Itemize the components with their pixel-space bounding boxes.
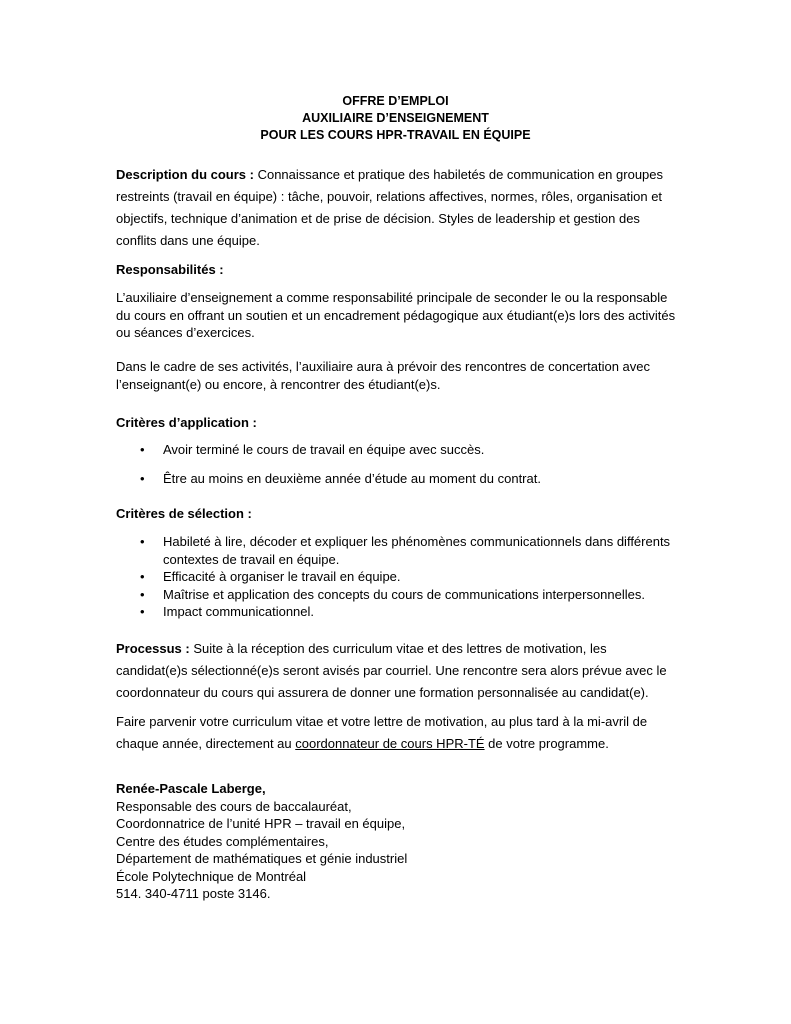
list-item <box>116 441 676 458</box>
signature-name: Renée-Pascale Laberge, <box>116 781 266 796</box>
list-item-text: Habileté à lire, décoder et expliquer les phénomènes communicationnels dans différents contextes de travail en équipe. <box>163 534 671 567</box>
title-position: AUXILIAIRE D’ENSEIGNEMENT <box>302 111 489 125</box>
submission-text-before: Faire parvenir votre curriculum vitae et votre lettre de motivation, au plus tard à la mi-avril de chaque année, directement au <box>116 714 648 751</box>
submission-paragraph <box>116 711 676 755</box>
signature-line: Coordonnatrice de l’unité HPR – travail en équipe, <box>116 816 406 831</box>
title-offre-emploi: OFFRE D’EMPLOI <box>342 94 449 108</box>
signature-line: Département de mathématiques et génie industriel <box>116 851 408 866</box>
signature-line: Responsable des cours de baccalauréat, <box>116 798 352 814</box>
list-item <box>116 533 676 568</box>
coordinator-link[interactable]: coordonnateur de cours HPR-TÉ <box>295 736 485 751</box>
course-description-text: Connaissance et pratique des habiletés de communication en groupes restreints (travail en équipe) : tâche, pouvoir, relations affectives, normes, rôles, organisation et objectifs, technique d’animation et de prise de décision. Styles de leadership et gestion des conflits dans une équipe. <box>116 167 664 248</box>
list-item <box>116 603 676 621</box>
responsibilities-paragraph-2: Dans le cadre de ses activités, l’auxiliaire aura à prévoir des rencontres de concertation avec l’enseignant(e) ou encore, à rencontrer des étudiant(e)s. <box>116 359 650 392</box>
bullet-icon: • <box>140 534 145 549</box>
bullet-icon: • <box>140 471 145 486</box>
application-criteria-heading: Critères d’application : <box>116 415 257 430</box>
list-item-text: Avoir terminé le cours de travail en équipe avec succès. <box>163 442 485 457</box>
list-item <box>116 470 676 487</box>
list-item-text: Maîtrise et application des concepts du cours de communications interpersonnelles. <box>163 586 645 602</box>
bullet-icon: • <box>140 442 145 457</box>
list-item-text: Être au moins en deuxième année d’étude au moment du contrat. <box>163 471 541 486</box>
bullet-icon: • <box>140 569 145 584</box>
signature-block <box>116 780 676 903</box>
title-course: POUR LES COURS HPR-TRAVAIL EN ÉQUIPE <box>260 128 531 142</box>
signature-line: École Polytechnique de Montréal <box>116 868 307 884</box>
responsibilities-paragraph-1: L’auxiliaire d’enseignement a comme responsabilité principale de seconder le ou la responsable du cours en offrant un soutien et un encadrement pédagogique aux étudiant(e)s lors des activités ou séances d’exercices. <box>116 290 676 340</box>
bullet-icon: • <box>140 604 145 619</box>
selection-criteria-heading: Critères de sélection : <box>116 506 252 521</box>
process-text: Suite à la réception des curriculum vitae et des lettres de motivation, les candidat(e)s sélectionné(e)s seront avisés par courriel. Une rencontre sera alors prévue avec le coordonnateur du cours qui assurera de donner une formation personnalisée au candidat(e). <box>116 641 667 700</box>
signature-line: 514. 340-4711 poste 3146. <box>116 886 271 901</box>
bullet-icon: • <box>140 586 145 602</box>
selection-criteria-list <box>116 533 676 621</box>
signature-line: Centre des études complémentaires, <box>116 833 329 849</box>
list-item-text: Impact communicationnel. <box>163 604 315 619</box>
course-description-label: Description du cours : <box>116 167 254 182</box>
application-criteria-list <box>116 441 676 499</box>
responsibilities-heading: Responsabilités : <box>116 262 224 277</box>
list-item <box>116 586 676 604</box>
process-label: Processus : <box>116 641 190 656</box>
course-description <box>116 164 676 252</box>
list-item <box>116 568 676 586</box>
list-item-text: Efficacité à organiser le travail en équipe. <box>163 569 401 584</box>
process-paragraph <box>116 638 676 704</box>
submission-text-after: de votre programme. <box>484 736 609 751</box>
